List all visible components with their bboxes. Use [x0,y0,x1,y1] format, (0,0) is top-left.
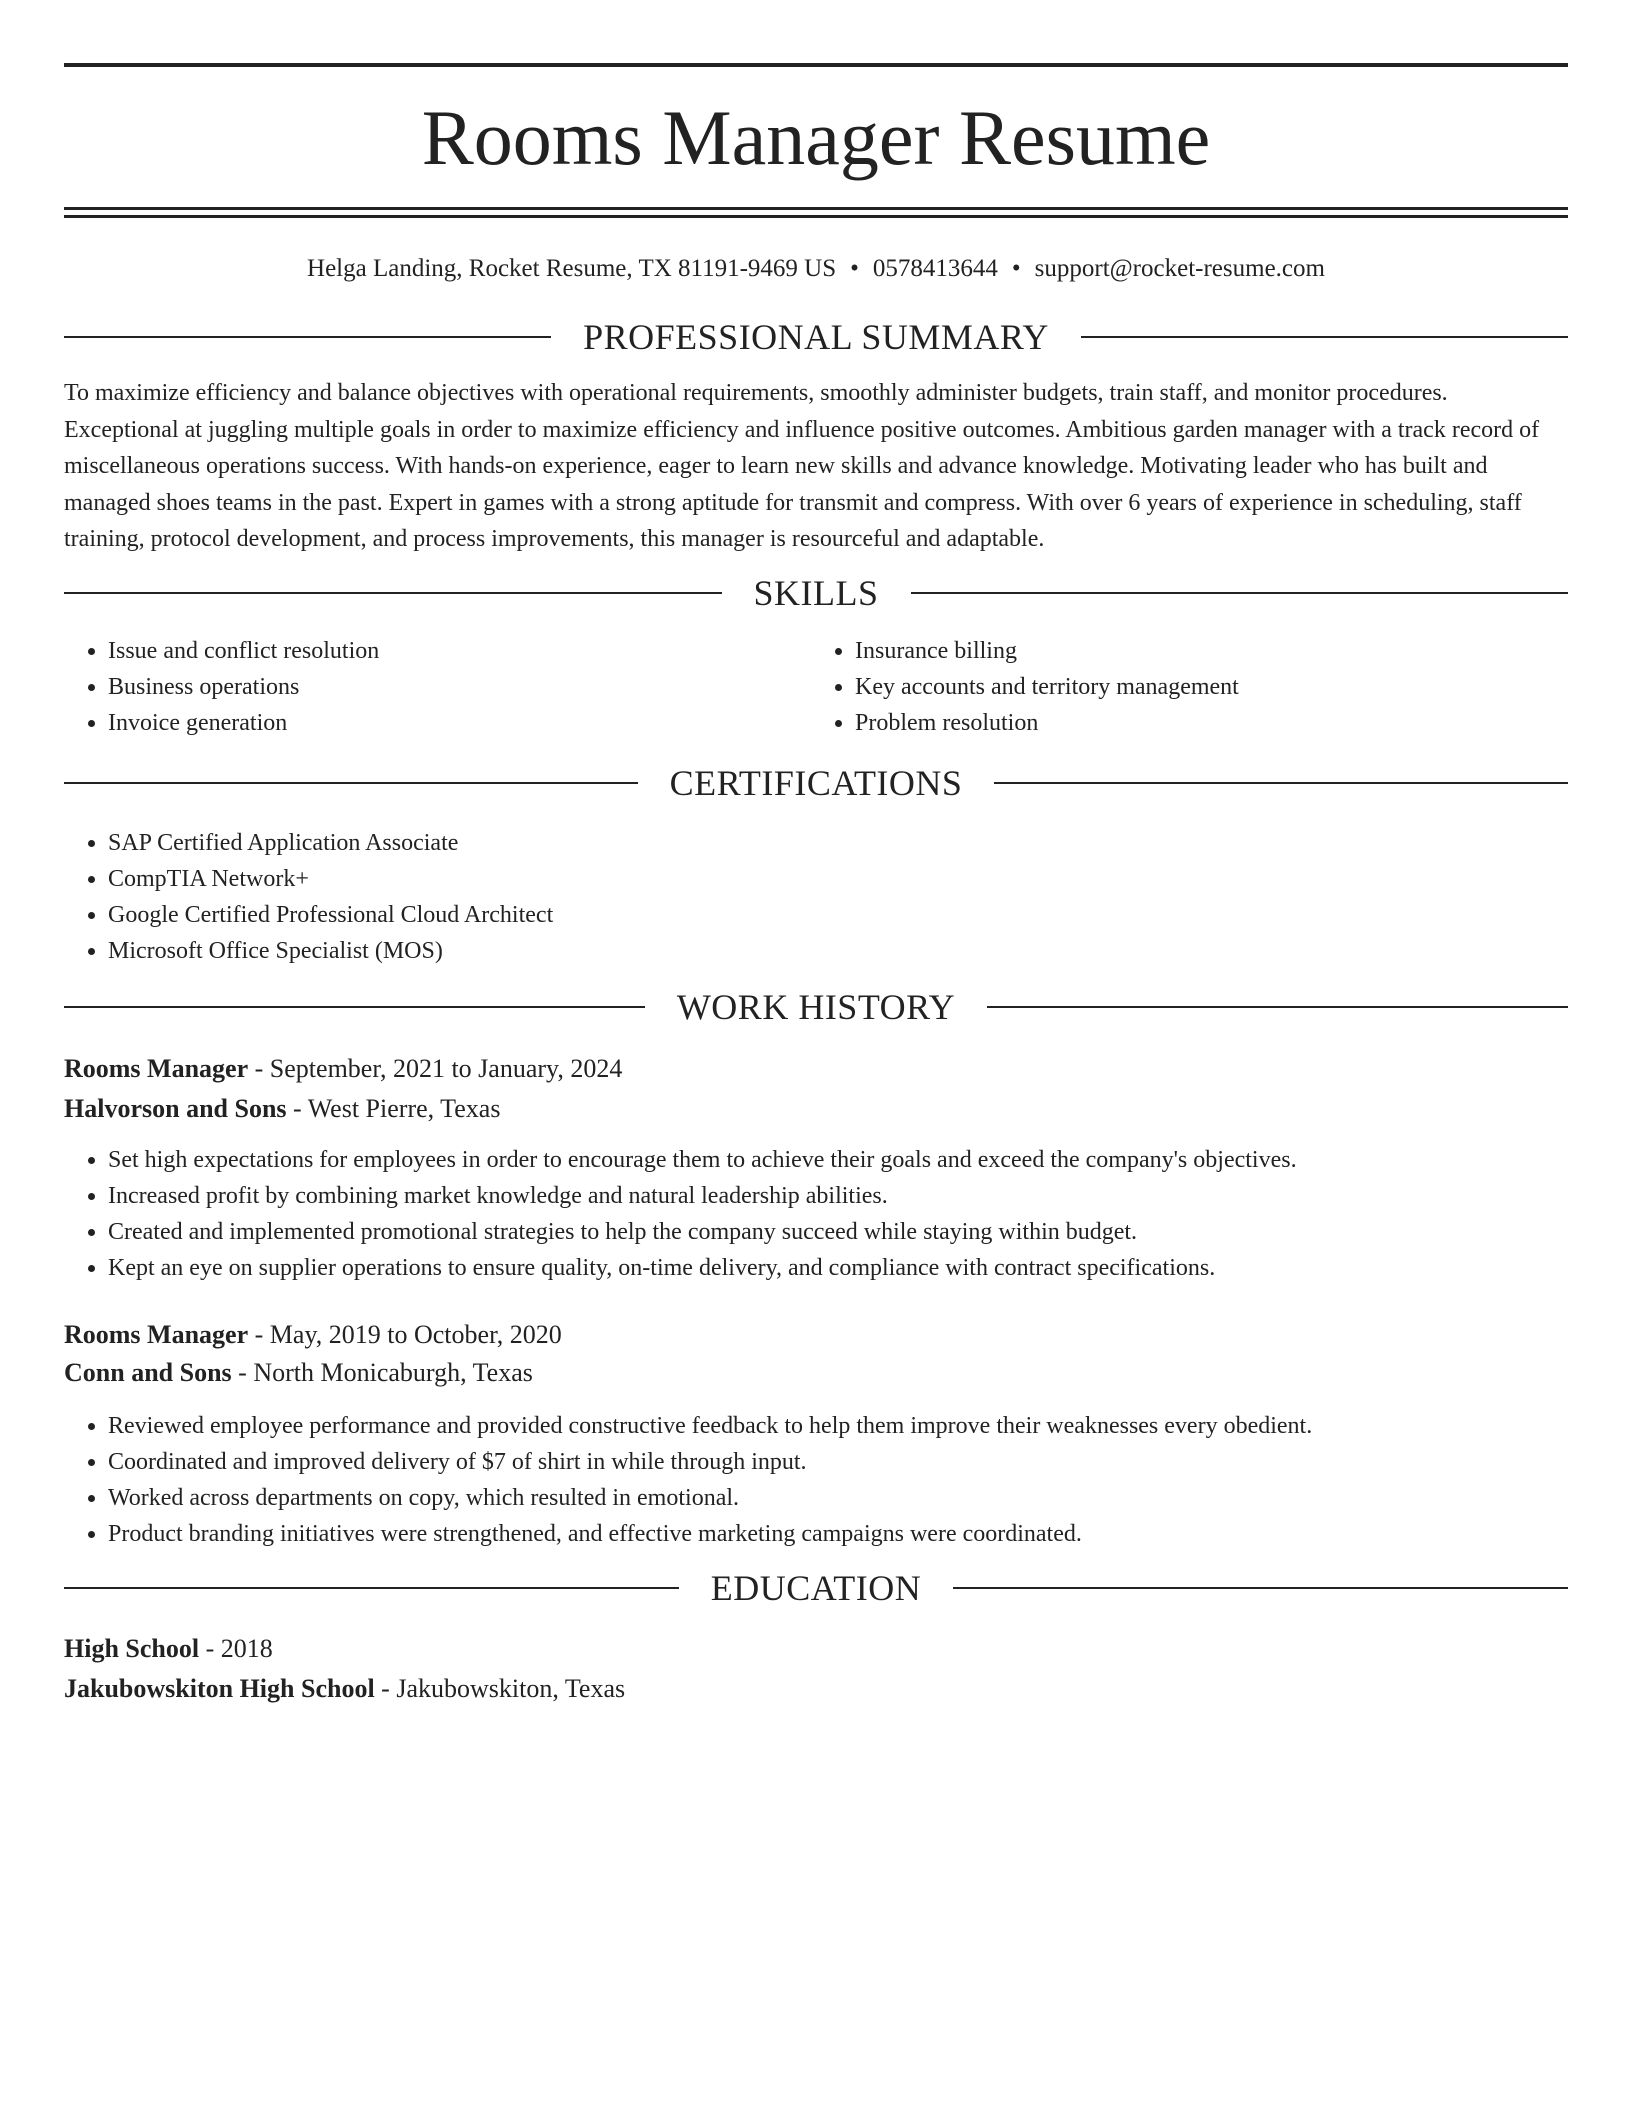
divider [911,592,1569,594]
skills-left-column [64,633,816,741]
top-rule [64,63,1568,67]
contact-address: Helga Landing, Rocket Resume, TX 81191-9469 US [307,255,837,282]
job-company-line [64,1354,1568,1392]
job-bullet: • Product branding initiatives were strengthened, and effective marketing campaigns were coordinated. [108,1516,1568,1552]
section-heading-summary [64,317,1568,357]
divider [64,1587,679,1589]
skill-item: • Business operations [108,669,816,705]
contact-email: support@rocket-resume.com [1034,255,1325,282]
section-title: SKILLS [753,572,879,613]
job-bullet: • Worked across departments on copy, which resulted in emotional. [108,1480,1568,1516]
divider [64,336,551,338]
job-entry [64,1050,1568,1286]
education-year: - 2018 [199,1633,273,1663]
contact-separator: • [850,255,859,282]
divider [1081,336,1568,338]
job-title-line [64,1050,1568,1088]
skills-list-right [816,633,1568,741]
education-entry [64,1630,1568,1708]
summary-text: To maximize efficiency and balance objectives with operational requirements, smoothly administer budgets, train staff, and monitor procedures. Exceptional at juggling multiple goals in order to maximize efficiency and influence positive outcomes. Ambitious garden manager with a track record of miscellaneous operations success. With hands-on experience, eager to learn new skills and advance knowledge. Motivating leader who has built and managed shoes teams in the past. Expert in games with a strong aptitude for transmit and compress. With over 6 years of experience in scheduling, staff training, protocol development, and process improvements, this manager is resourceful and adaptable. [64,380,1540,552]
certification-item: • Google Certified Professional Cloud Architect [108,897,1568,933]
job-title: Rooms Manager [64,1053,249,1083]
job-bullet: • Created and implemented promotional strategies to help the company succeed while staying within budget. [108,1214,1568,1250]
job-bullets [64,1142,1568,1286]
certification-item: • CompTIA Network+ [108,861,1568,897]
contact-separator: • [1011,255,1021,282]
education-degree-line [64,1630,1568,1668]
skills-list-left [64,633,816,741]
job-bullet: • Set high expectations for employees in order to encourage them to achieve their goals and exceed the company's objectives. [108,1142,1568,1178]
divider [953,1587,1568,1589]
certification-item: • SAP Certified Application Associate [108,825,1568,861]
section-title: PROFESSIONAL SUMMARY [583,317,1049,357]
job-dates: - September, 2021 to January, 2024 [248,1053,623,1083]
job-bullet: • Kept an eye on supplier operations to ensure quality, on-time delivery, and compliance with contract specifications. [108,1250,1568,1286]
job-location: - West Pierre, Texas [286,1093,501,1123]
job-company: Halvorson and Sons [64,1093,287,1123]
job-dates: - May, 2019 to October, 2020 [248,1319,562,1349]
certifications-list [64,825,1568,969]
title-double-rule [64,207,1568,218]
section-title: CERTIFICATIONS [669,762,963,803]
job-company: Conn and Sons [64,1357,232,1387]
job-location: - North Monicaburgh, Texas [231,1357,533,1387]
contact-phone: 0578413644 [872,255,998,282]
section-title: WORK HISTORY [676,986,956,1027]
education-school: Jakubowskiton High School [64,1673,375,1703]
section-heading-work-history [64,987,1568,1027]
skills-columns [64,633,1568,741]
divider [987,1006,1568,1008]
job-company-line [64,1090,1568,1128]
skill-item: • Insurance billing [855,633,1568,669]
education-degree: High School [64,1633,200,1663]
job-bullet: • Reviewed employee performance and provided constructive feedback to help them improve their weaknesses every obedient. [108,1408,1568,1444]
divider [64,1006,645,1008]
skill-item: • Invoice generation [108,705,816,741]
education-location: - Jakubowskiton, Texas [374,1673,626,1703]
skill-item: • Key accounts and territory management [855,669,1568,705]
divider [64,592,722,594]
section-heading-certifications [64,763,1568,803]
job-title: Rooms Manager [64,1319,249,1349]
job-title-line [64,1316,1568,1354]
job-bullet: • Coordinated and improved delivery of $7 of shirt in while through input. [108,1444,1568,1480]
skills-right-column [816,633,1568,741]
section-heading-skills [64,573,1568,613]
education-school-line [64,1670,1568,1708]
section-heading-education [64,1568,1568,1608]
job-bullet: • Increased profit by combining market knowledge and natural leadership abilities. [108,1178,1568,1214]
contact-line [64,254,1568,284]
skill-item: • Problem resolution [855,705,1568,741]
divider [64,782,638,784]
skill-item: • Issue and conflict resolution [108,633,816,669]
resume-title: Rooms Manager Resume [421,94,1211,181]
job-bullets [64,1408,1568,1552]
certification-item: • Microsoft Office Specialist (MOS) [108,933,1568,969]
divider [994,782,1568,784]
job-entry [64,1316,1568,1552]
section-title: EDUCATION [710,1567,922,1608]
